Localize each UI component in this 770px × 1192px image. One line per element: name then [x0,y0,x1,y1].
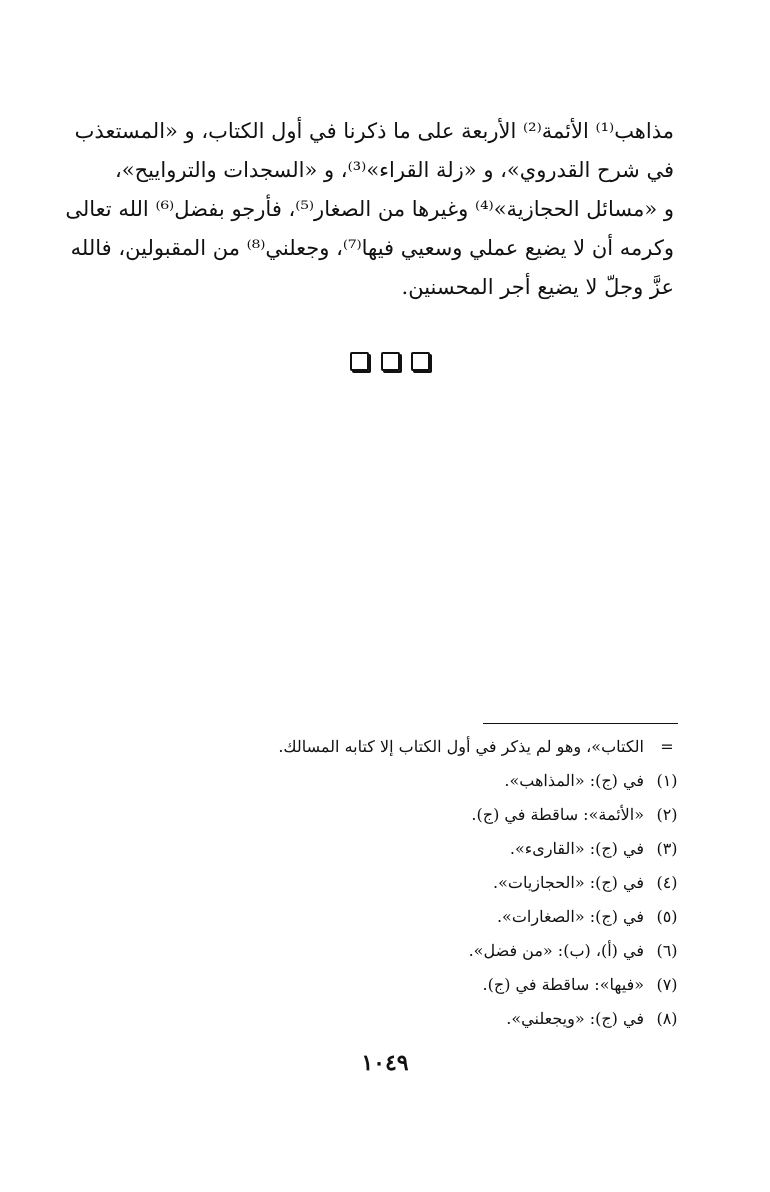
footnote-text: في (ج): «ويجعلني». [506,1009,644,1028]
main-text-block [65,112,674,307]
footnote-text: في (ج): «الحجازيات». [493,873,644,892]
main-text-line: و «مسائل الحجازية»⁽⁴⁾ وغيرها من الصغار⁽⁵⁾، فأرجو بفضل⁽⁶⁾ الله تعالى [65,197,674,221]
footnote-text: في (ج): «الصغارات». [496,907,644,926]
footnote-text: في (ج): «المذاهب». [504,771,644,790]
footnote-number: (٧) [656,975,678,994]
footnote-number: (٢) [656,805,678,824]
footnote-item [200,866,690,900]
footnote-item [200,900,690,934]
section-separator-boxes [350,352,430,376]
footnote-text: «فيها»: ساقطة في (ج). [482,975,644,994]
footnote-item [200,1002,690,1036]
footnote-item [200,730,690,764]
footnote-text: في (ج): «القارىء». [509,839,644,858]
footnote-item [200,832,690,866]
footnote-number: (١) [656,771,678,790]
main-text-line: وكرمه أن لا يضيع عملي وسعيي فيها⁽⁷⁾، وجعلني⁽⁸⁾ من المقبولين، فالله [70,236,674,260]
footnotes-list [200,730,690,1036]
separator-box-icon [381,352,400,371]
footnote-divider [483,723,678,724]
footnote-number: (٥) [656,907,678,926]
footnote-number: (٦) [656,941,678,960]
separator-box-icon [411,352,430,371]
main-text-line: مذاهب⁽¹⁾ الأئمة⁽²⁾ الأربعة على ما ذكرنا في أول الكتاب، و «المستعذب [74,119,674,143]
footnote-item [200,968,690,1002]
main-text-line: في شرح القدروي»، و «زلة القراء»⁽³⁾، و «السجدات والترواييح»، [115,158,674,182]
footnote-number: (٨) [656,1009,678,1028]
footnote-item [200,798,690,832]
footnote-text: «الأئمة»: ساقطة في (ج). [471,805,644,824]
page-number: ١٠٤٩ [361,1050,409,1076]
footnote-text: في (أ)، (ب): «من فضل». [468,941,644,960]
separator-box-icon [350,352,369,371]
footnote-number: = [660,737,674,756]
footnote-number: (٣) [656,839,678,858]
footnote-item [200,934,690,968]
main-text-line: عزَّ وجلّ لا يضيع أجر المحسنين. [401,275,674,299]
footnote-item [200,764,690,798]
footnote-number: (٤) [656,873,678,892]
footnote-text: الكتاب»، وهو لم يذكر في أول الكتاب إلا كتابه المسالك. [278,737,644,756]
